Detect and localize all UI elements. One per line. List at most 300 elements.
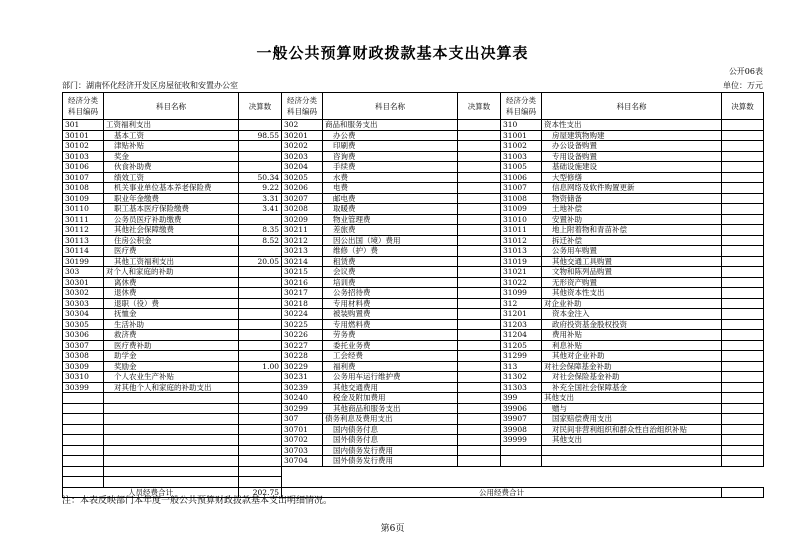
cell-code: 31009 xyxy=(501,204,542,215)
cell-amount xyxy=(239,393,282,404)
cell-name: 补充全国社会保障基金 xyxy=(542,382,722,393)
cell-name: 国外债务发行费用 xyxy=(323,456,458,467)
table-row xyxy=(63,130,764,141)
table-row xyxy=(63,172,764,183)
cell-code: 31204 xyxy=(501,330,542,341)
cell-code: 30103 xyxy=(63,151,104,162)
table-row xyxy=(63,466,764,477)
cell-name xyxy=(104,403,239,414)
cell-amount xyxy=(722,351,764,362)
cell-code: 31001 xyxy=(501,130,542,141)
cell-amount xyxy=(722,246,764,257)
cell-name: 其他工资福利支出 xyxy=(104,256,239,267)
cell-code: 30201 xyxy=(282,130,323,141)
cell-amount xyxy=(458,319,501,330)
cell-amount xyxy=(458,225,501,236)
cell-code: 30702 xyxy=(282,435,323,446)
cell-name: 资本性支出 xyxy=(542,120,722,131)
cell-amount xyxy=(458,235,501,246)
cell-name: 基本工资 xyxy=(104,130,239,141)
cell-name: 其他支出 xyxy=(542,393,722,404)
cell-code: 30214 xyxy=(282,256,323,267)
table-row xyxy=(63,151,764,162)
cell-amount xyxy=(458,246,501,257)
table-row xyxy=(63,361,764,372)
cell-name xyxy=(104,445,239,456)
cell-code: 30108 xyxy=(63,183,104,194)
cell-amount xyxy=(458,403,501,414)
personnel-total-label: 人员经费合计 xyxy=(63,487,239,498)
cell-name: 国家赔偿费用支出 xyxy=(542,414,722,425)
cell-name: 工会经费 xyxy=(323,351,458,362)
footnote: 注：本表反映部门本年度一般公共预算财政拨款基本支出明细情况。 xyxy=(62,496,333,506)
cell-name: 生活补助 xyxy=(104,319,239,330)
cell-name: 其他资本性支出 xyxy=(542,288,722,299)
cell-amount xyxy=(722,298,764,309)
cell-amount xyxy=(458,351,501,362)
cell-amount xyxy=(458,340,501,351)
cell-code: 30704 xyxy=(282,456,323,467)
cell-amount xyxy=(722,193,764,204)
table-row xyxy=(63,246,764,257)
cell-code: 39907 xyxy=(501,414,542,425)
cell-name xyxy=(542,456,722,467)
cell-name: 拆迁补偿 xyxy=(542,235,722,246)
cell-name: 办公设备购置 xyxy=(542,141,722,152)
cell-amount xyxy=(458,151,501,162)
public-total-value xyxy=(722,487,764,498)
table-row xyxy=(63,372,764,383)
header-name: 科目名称 xyxy=(104,93,239,120)
cell-name: 助学金 xyxy=(104,351,239,362)
cell-name: 对民间非营利组织和群众性自治组织补贴 xyxy=(542,424,722,435)
cell-amount xyxy=(458,130,501,141)
cell-name: 公务招待费 xyxy=(323,288,458,299)
cell-code: 31011 xyxy=(501,225,542,236)
cell-amount xyxy=(239,372,282,383)
cell-name: 伙食补助费 xyxy=(104,162,239,173)
cell-name: 赠与 xyxy=(542,403,722,414)
table-row xyxy=(63,330,764,341)
cell-code: 30110 xyxy=(63,204,104,215)
cell-name xyxy=(104,456,239,467)
cell-name: 大型修缮 xyxy=(542,172,722,183)
cell-name: 咨询费 xyxy=(323,151,458,162)
cell-amount xyxy=(239,456,282,467)
cell-amount xyxy=(722,256,764,267)
cell-name: 手续费 xyxy=(323,162,458,173)
cell-amount xyxy=(239,309,282,320)
cell-amount xyxy=(722,235,764,246)
cell-name: 其他社会保障缴费 xyxy=(104,225,239,236)
cell-amount xyxy=(458,267,501,278)
cell-name: 机关事业单位基本养老保险费 xyxy=(104,183,239,194)
cell-amount xyxy=(722,172,764,183)
table-row xyxy=(63,162,764,173)
cell-name: 被装购置费 xyxy=(323,309,458,320)
cell-code: 30227 xyxy=(282,340,323,351)
table-row xyxy=(63,393,764,404)
cell-amount: 1.00 xyxy=(239,361,282,372)
cell-amount xyxy=(722,445,764,456)
cell-code: 30109 xyxy=(63,193,104,204)
cell-amount xyxy=(722,403,764,414)
cell-code: 30106 xyxy=(63,162,104,173)
cell-name: 专用设备购置 xyxy=(542,151,722,162)
cell-code: 30399 xyxy=(63,382,104,393)
cell-amount xyxy=(239,477,282,488)
cell-name xyxy=(104,477,239,488)
cell-amount xyxy=(458,456,501,467)
cell-name: 物资储备 xyxy=(542,193,722,204)
cell-name: 专用材料费 xyxy=(323,298,458,309)
expenditure-table xyxy=(62,92,764,498)
cell-amount xyxy=(722,277,764,288)
cell-code: 30301 xyxy=(63,277,104,288)
cell-name: 国内债务发行费用 xyxy=(323,445,458,456)
header-amount: 决算数 xyxy=(239,93,282,120)
cell-code: 31003 xyxy=(501,151,542,162)
cell-code: 31299 xyxy=(501,351,542,362)
cell-code xyxy=(63,424,104,435)
cell-amount xyxy=(239,340,282,351)
cell-code: 302 xyxy=(282,120,323,131)
table-row xyxy=(63,403,764,414)
cell-code: 31005 xyxy=(501,162,542,173)
cell-name: 工资福利支出 xyxy=(104,120,239,131)
cell-name: 文物和陈列品购置 xyxy=(542,267,722,278)
page-number: 第6页 xyxy=(380,524,405,534)
cell-name: 税金及附加费用 xyxy=(323,393,458,404)
cell-amount xyxy=(722,151,764,162)
report-title: 一般公共预算财政拨款基本支出决算表 xyxy=(256,44,529,62)
cell-name: 对企业补助 xyxy=(542,298,722,309)
department-label: 部门：湖南怀化经济开发区房屋征收和安置办公室 xyxy=(62,81,238,90)
cell-code: 30112 xyxy=(63,225,104,236)
cell-code: 30310 xyxy=(63,372,104,383)
cell-code: 31013 xyxy=(501,246,542,257)
cell-amount xyxy=(239,214,282,225)
table-row xyxy=(63,225,764,236)
table-row xyxy=(63,193,764,204)
cell-name: 专用燃料费 xyxy=(323,319,458,330)
table-row xyxy=(63,435,764,446)
cell-amount xyxy=(722,162,764,173)
cell-name: 资本金注入 xyxy=(542,309,722,320)
cell-name: 住房公积金 xyxy=(104,235,239,246)
cell-name: 其他商品和服务支出 xyxy=(323,403,458,414)
cell-name: 津贴补贴 xyxy=(104,141,239,152)
cell-amount xyxy=(458,141,501,152)
cell-name: 利息补贴 xyxy=(542,340,722,351)
cell-amount xyxy=(239,414,282,425)
cell-code: 30307 xyxy=(63,340,104,351)
cell-code: 30202 xyxy=(282,141,323,152)
cell-code: 30229 xyxy=(282,361,323,372)
table-row xyxy=(63,183,764,194)
cell-amount xyxy=(722,130,764,141)
cell-code: 31019 xyxy=(501,256,542,267)
cell-name: 物业管理费 xyxy=(323,214,458,225)
cell-amount xyxy=(239,466,282,477)
cell-amount xyxy=(458,172,501,183)
cell-amount xyxy=(722,267,764,278)
cell-name: 取暖费 xyxy=(323,204,458,215)
cell-name xyxy=(104,393,239,404)
cell-name: 对社会保障基金补助 xyxy=(542,361,722,372)
cell-name: 政府投资基金股权投资 xyxy=(542,319,722,330)
cell-code: 30215 xyxy=(282,267,323,278)
cell-name: 安置补助 xyxy=(542,214,722,225)
cell-name: 债务利息及费用支出 xyxy=(323,414,458,425)
cell-code: 30226 xyxy=(282,330,323,341)
cell-amount xyxy=(239,267,282,278)
cell-code: 30213 xyxy=(282,246,323,257)
cell-amount xyxy=(458,183,501,194)
cell-code: 30114 xyxy=(63,246,104,257)
table-row xyxy=(63,204,764,215)
table-row xyxy=(63,141,764,152)
cell-code: 30224 xyxy=(282,309,323,320)
cell-amount xyxy=(722,456,764,467)
cell-name: 国外债务付息 xyxy=(323,435,458,446)
cell-name: 国内债务付息 xyxy=(323,424,458,435)
cell-amount xyxy=(458,424,501,435)
cell-amount xyxy=(722,225,764,236)
cell-code: 31007 xyxy=(501,183,542,194)
header-code: 经济分类科目编码 xyxy=(501,93,542,120)
table-row xyxy=(63,477,764,488)
cell-code: 30309 xyxy=(63,361,104,372)
cell-name: 个人农业生产补贴 xyxy=(104,372,239,383)
cell-code: 310 xyxy=(501,120,542,131)
cell-amount xyxy=(458,162,501,173)
cell-code xyxy=(63,456,104,467)
cell-amount xyxy=(722,204,764,215)
cell-name: 劳务费 xyxy=(323,330,458,341)
cell-code: 31203 xyxy=(501,319,542,330)
cell-amount xyxy=(239,120,282,131)
cell-code: 30218 xyxy=(282,298,323,309)
personnel-total-value: 202.75 xyxy=(239,487,282,498)
cell-name xyxy=(104,414,239,425)
table-header-row xyxy=(63,93,764,120)
cell-amount xyxy=(239,382,282,393)
cell-amount xyxy=(458,193,501,204)
cell-amount xyxy=(722,372,764,383)
cell-code xyxy=(63,466,104,477)
cell-name: 对个人和家庭的补助 xyxy=(104,267,239,278)
cell-name: 维修（护）费 xyxy=(323,246,458,257)
cell-name: 费用补贴 xyxy=(542,330,722,341)
cell-code: 39908 xyxy=(501,424,542,435)
header-name: 科目名称 xyxy=(323,93,458,120)
table-row xyxy=(63,235,764,246)
cell-amount xyxy=(239,277,282,288)
cell-name: 离休费 xyxy=(104,277,239,288)
cell-name: 对社会保险基金补助 xyxy=(542,372,722,383)
cell-code: 31201 xyxy=(501,309,542,320)
table-row xyxy=(63,256,764,267)
cell-code: 30203 xyxy=(282,151,323,162)
cell-amount xyxy=(458,414,501,425)
cell-amount: 3.41 xyxy=(239,204,282,215)
cell-name: 奖金 xyxy=(104,151,239,162)
cell-name: 无形资产购置 xyxy=(542,277,722,288)
cell-code: 31099 xyxy=(501,288,542,299)
cell-name: 土地补偿 xyxy=(542,204,722,215)
cell-amount xyxy=(722,435,764,446)
cell-amount xyxy=(239,298,282,309)
cell-code: 30703 xyxy=(282,445,323,456)
cell-amount: 50.34 xyxy=(239,172,282,183)
cell-code: 31010 xyxy=(501,214,542,225)
cell-name xyxy=(104,424,239,435)
cell-code: 307 xyxy=(282,414,323,425)
cell-amount xyxy=(458,277,501,288)
cell-code xyxy=(501,456,542,467)
cell-name: 基础设施建设 xyxy=(542,162,722,173)
cell-code: 39999 xyxy=(501,435,542,446)
cell-code: 30101 xyxy=(63,130,104,141)
cell-amount xyxy=(458,309,501,320)
cell-code: 31006 xyxy=(501,172,542,183)
cell-name: 医疗费补助 xyxy=(104,340,239,351)
cell-name: 印刷费 xyxy=(323,141,458,152)
form-code: 公开06表 xyxy=(728,67,763,76)
cell-name: 救济费 xyxy=(104,330,239,341)
table-row xyxy=(63,309,764,320)
cell-name: 房屋建筑物购建 xyxy=(542,130,722,141)
cell-amount: 8.35 xyxy=(239,225,282,236)
table-row xyxy=(63,351,764,362)
cell-name: 电费 xyxy=(323,183,458,194)
cell-code: 30208 xyxy=(282,204,323,215)
cell-code: 30228 xyxy=(282,351,323,362)
cell-code: 30216 xyxy=(282,277,323,288)
cell-amount xyxy=(722,340,764,351)
cell-amount xyxy=(239,162,282,173)
cell-amount xyxy=(458,204,501,215)
cell-amount: 3.31 xyxy=(239,193,282,204)
cell-code: 30303 xyxy=(63,298,104,309)
cell-code: 39906 xyxy=(501,403,542,414)
cell-code xyxy=(63,403,104,414)
public-total-label: 公用经费合计 xyxy=(282,487,722,498)
cell-amount xyxy=(239,435,282,446)
cell-name: 因公出国（境）费用 xyxy=(323,235,458,246)
cell-code: 30304 xyxy=(63,309,104,320)
cell-code: 30306 xyxy=(63,330,104,341)
cell-name: 其他支出 xyxy=(542,435,722,446)
cell-code: 31012 xyxy=(501,235,542,246)
cell-name: 福利费 xyxy=(323,361,458,372)
cell-name: 信息网络及软件购置更新 xyxy=(542,183,722,194)
cell-name: 差旅费 xyxy=(323,225,458,236)
cell-amount xyxy=(239,288,282,299)
cell-code: 31022 xyxy=(501,277,542,288)
cell-amount xyxy=(722,330,764,341)
cell-amount xyxy=(458,361,501,372)
cell-name: 公务员医疗补助缴费 xyxy=(104,214,239,225)
cell-code xyxy=(63,393,104,404)
cell-name: 退休费 xyxy=(104,288,239,299)
cell-code: 30239 xyxy=(282,382,323,393)
cell-name: 委托业务费 xyxy=(323,340,458,351)
table-row xyxy=(63,445,764,456)
cell-name: 其他对企业补助 xyxy=(542,351,722,362)
cell-code: 313 xyxy=(501,361,542,372)
cell-amount xyxy=(722,120,764,131)
cell-code: 31008 xyxy=(501,193,542,204)
cell-code: 31021 xyxy=(501,267,542,278)
table-row xyxy=(63,298,764,309)
cell-code xyxy=(501,445,542,456)
header-amount: 决算数 xyxy=(458,93,501,120)
cell-name: 退职（役）费 xyxy=(104,298,239,309)
cell-amount: 9.22 xyxy=(239,183,282,194)
cell-amount xyxy=(458,214,501,225)
cell-code: 30205 xyxy=(282,172,323,183)
cell-code: 30204 xyxy=(282,162,323,173)
cell-amount xyxy=(722,414,764,425)
cell-code: 31302 xyxy=(501,372,542,383)
cell-amount xyxy=(722,393,764,404)
cell-amount xyxy=(458,393,501,404)
cell-name: 租赁费 xyxy=(323,256,458,267)
cell-amount xyxy=(239,151,282,162)
cell-code xyxy=(63,414,104,425)
cell-code: 30302 xyxy=(63,288,104,299)
cell-code: 30299 xyxy=(282,403,323,414)
header-code: 经济分类科目编码 xyxy=(282,93,323,120)
table-row xyxy=(63,424,764,435)
cell-code: 30206 xyxy=(282,183,323,194)
cell-code xyxy=(63,477,104,488)
cell-amount xyxy=(458,445,501,456)
table-row xyxy=(63,288,764,299)
table-row xyxy=(63,456,764,467)
cell-name xyxy=(104,466,239,477)
cell-amount xyxy=(458,435,501,446)
cell-code: 30111 xyxy=(63,214,104,225)
header-code: 经济分类科目编码 xyxy=(63,93,104,120)
cell-name: 绩效工资 xyxy=(104,172,239,183)
cell-amount xyxy=(239,319,282,330)
cell-name: 职工基本医疗保险缴费 xyxy=(104,204,239,215)
cell-name: 培训费 xyxy=(323,277,458,288)
cell-name: 办公费 xyxy=(323,130,458,141)
cell-name: 地上附着物和青苗补偿 xyxy=(542,225,722,236)
cell-code: 30107 xyxy=(63,172,104,183)
cell-amount xyxy=(239,141,282,152)
cell-amount xyxy=(239,246,282,257)
cell-code: 30308 xyxy=(63,351,104,362)
cell-name: 会议费 xyxy=(323,267,458,278)
cell-name: 医疗费 xyxy=(104,246,239,257)
cell-code: 30211 xyxy=(282,225,323,236)
table-row xyxy=(63,267,764,278)
table-row xyxy=(63,382,764,393)
cell-code: 301 xyxy=(63,120,104,131)
cell-name: 对其他个人和家庭的补助支出 xyxy=(104,382,239,393)
cell-name xyxy=(104,435,239,446)
cell-name: 职业年金缴费 xyxy=(104,193,239,204)
cell-code: 312 xyxy=(501,298,542,309)
table-row xyxy=(63,120,764,131)
table-row xyxy=(63,277,764,288)
cell-amount xyxy=(239,424,282,435)
